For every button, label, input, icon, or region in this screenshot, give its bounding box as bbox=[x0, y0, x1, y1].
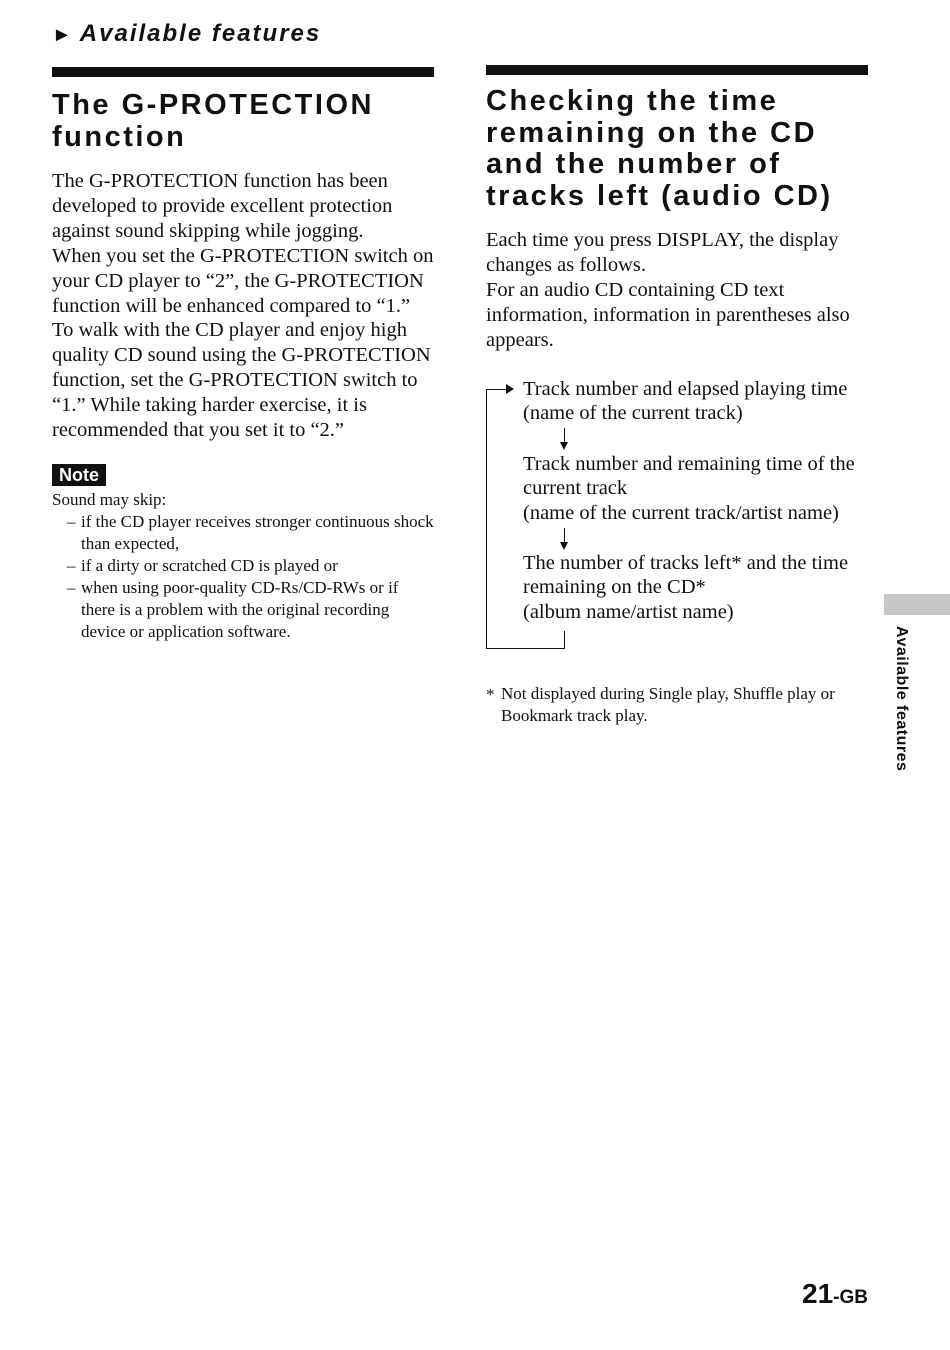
loop-back-riser bbox=[564, 631, 565, 649]
right-column bbox=[486, 65, 868, 727]
heading-line: tracks left (audio CD) bbox=[486, 179, 833, 212]
heading-line: and the number of bbox=[486, 148, 782, 180]
paragraph: For an audio CD containing CD text information, information in parentheses also appears. bbox=[486, 278, 850, 351]
note-label: Note bbox=[52, 464, 106, 486]
left-column bbox=[52, 67, 434, 643]
running-head-text: Available features bbox=[79, 20, 322, 47]
display-step-3 bbox=[523, 551, 868, 626]
footnote-text: Not displayed during Single play, Shuffle play or Bookmark track play. bbox=[501, 683, 835, 725]
note-item: – if the CD player receives stronger continuous shock than expected, bbox=[67, 511, 434, 553]
g-protection-body bbox=[52, 169, 434, 443]
display-cycle-diagram bbox=[486, 375, 868, 655]
step-main-text: Track number and remaining time of the current track bbox=[523, 452, 855, 500]
footnote-mark: * bbox=[486, 684, 495, 704]
page-number-suffix: -GB bbox=[833, 1287, 868, 1308]
note-intro: Sound may skip: bbox=[52, 489, 167, 509]
section-rule bbox=[52, 67, 434, 77]
step-cd-text: (name of the current track) bbox=[523, 402, 743, 425]
heading-line: Checking the time bbox=[486, 85, 779, 117]
heading-line: function bbox=[52, 121, 187, 153]
note-item-text: when using poor-quality CD-Rs/CD-RWs or if there is a problem with the original recording device or application software. bbox=[81, 577, 399, 641]
note-list bbox=[52, 511, 434, 643]
paragraph: Each time you press DISPLAY, the display changes as follows. bbox=[486, 229, 839, 276]
page-number bbox=[802, 1278, 868, 1310]
section-heading-g-protection bbox=[52, 89, 434, 153]
step-cd-text: (name of the current track/artist name) bbox=[523, 502, 839, 525]
footnote bbox=[486, 683, 868, 727]
page-number-value: 21 bbox=[802, 1278, 834, 1309]
note-body bbox=[52, 489, 434, 643]
note-item: – when using poor-quality CD-Rs/CD-RWs or if there is a problem with the original recording device or application software. bbox=[67, 577, 399, 641]
display-step-1 bbox=[523, 377, 868, 427]
section-heading-checking-time bbox=[486, 86, 868, 212]
step-cd-text: (album name/artist name) bbox=[523, 601, 734, 624]
display-step-2 bbox=[523, 452, 868, 527]
running-head bbox=[52, 20, 321, 48]
side-index-tab bbox=[884, 594, 950, 615]
triangle-marker-icon: ► bbox=[52, 24, 74, 46]
checking-time-body bbox=[486, 228, 868, 353]
note-item-text: if the CD player receives stronger continuous shock than expected, bbox=[81, 511, 434, 553]
heading-line: remaining on the CD bbox=[486, 116, 818, 149]
paragraph: When you set the G-PROTECTION switch on your CD player to “2”, the G-PROTECTION function will be enhanced compared to “1.” bbox=[52, 244, 434, 317]
heading-line: The G-PROTECTION bbox=[52, 89, 374, 121]
arrow-down-icon bbox=[564, 428, 565, 448]
note-item-text: if a dirty or scratched CD is played or bbox=[81, 555, 338, 575]
side-tab-label: Available features bbox=[893, 626, 910, 772]
step-main-text: Track number and elapsed playing time bbox=[523, 377, 848, 400]
paragraph: The G-PROTECTION function has been developed to provide excellent protection against sound skipping while jogging. bbox=[52, 170, 393, 242]
paragraph: To walk with the CD player and enjoy high quality CD sound using the G-PROTECTION function, set the G-PROTECTION switch to “1.” While taking harder exercise, it is recommended that you set it to “2.” bbox=[52, 319, 431, 442]
loop-entry-line bbox=[486, 389, 508, 390]
section-rule bbox=[486, 65, 868, 75]
note-item: – if a dirty or scratched CD is played or bbox=[67, 555, 338, 575]
arrow-down-icon bbox=[564, 528, 565, 548]
step-main-text: The number of tracks left* and the time remaining on the CD* bbox=[523, 551, 849, 599]
arrow-right-icon bbox=[506, 384, 514, 394]
